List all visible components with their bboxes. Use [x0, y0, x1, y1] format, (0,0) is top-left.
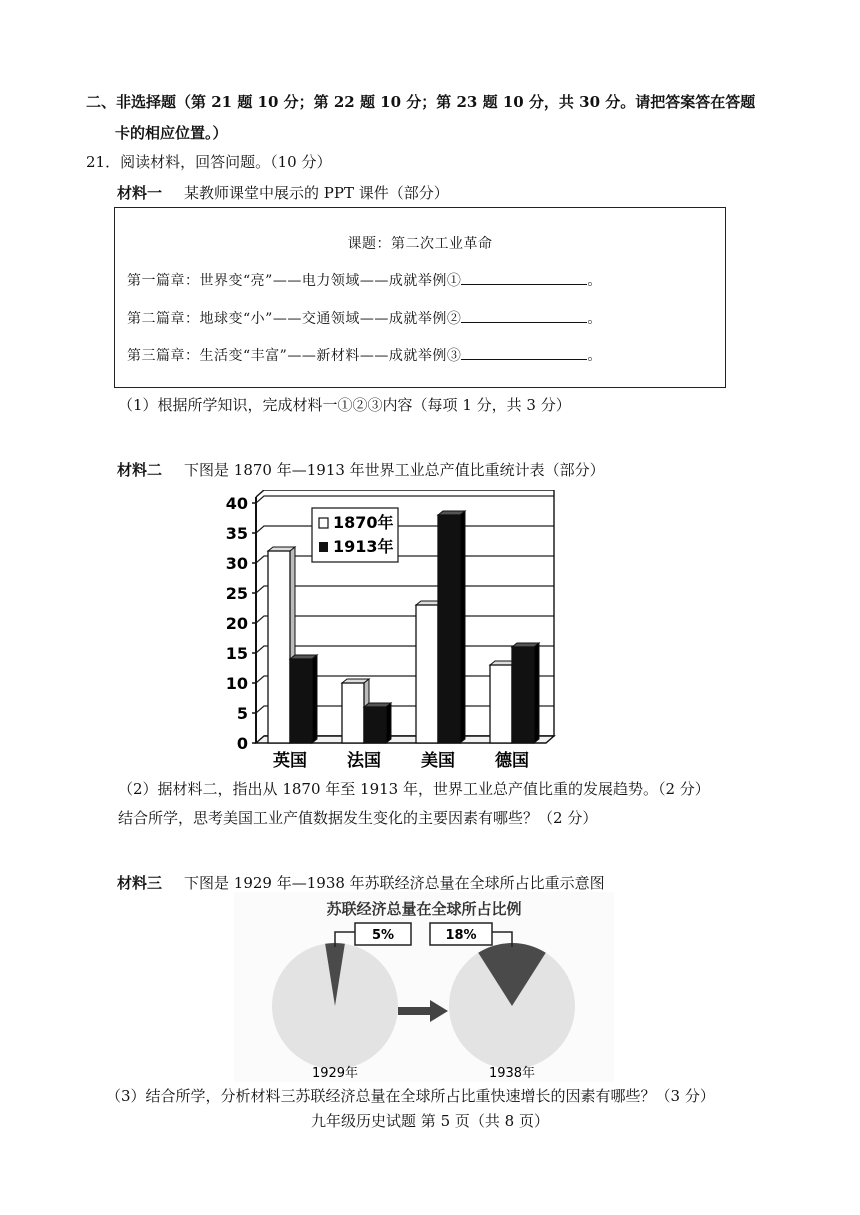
- material1-caption: 某教师课堂中展示的 PPT 课件（部分）: [184, 184, 449, 202]
- chart-category-labels: [273, 750, 529, 771]
- question-3: （3）结合所学，分析材料三苏联经济总量在全球所占比重快速增长的因素有哪些？（3 分）: [106, 1087, 715, 1105]
- y-tick-label: 30: [225, 554, 248, 573]
- ppt-title: 课题：第二次工业革命: [347, 236, 493, 252]
- section-heading-cont: 卡的相应位置。）: [115, 124, 228, 142]
- pie-1929-value-label: 5%: [371, 928, 395, 943]
- legend-swatch-1870: [319, 518, 328, 528]
- question-21: 21．阅读材料，回答问题。（10 分）: [86, 153, 332, 171]
- y-tick-label: 15: [225, 644, 248, 663]
- ppt-row-2: [127, 308, 602, 328]
- arrow-shaft: [398, 1007, 430, 1015]
- chart-bars: [268, 511, 539, 743]
- soviet-economy-pie-diagram: [234, 892, 614, 1082]
- ppt-row-2-end: 。: [587, 311, 602, 327]
- industrial-output-bar-chart: [218, 490, 563, 773]
- section-heading: 二、非选择题（第 21 题 10 分；第 22 题 10 分；第 23 题 10 分，共 30 分。请把答案答在答题: [86, 93, 756, 111]
- y-tick-label: 40: [225, 494, 248, 513]
- question-2b: 结合所学，思考美国工业产值数据发生变化的主要因素有哪些？（2 分）: [118, 809, 598, 827]
- ppt-slide-box: [114, 207, 726, 388]
- legend-swatch-1913: [319, 542, 328, 552]
- bar-德国-1913年: [512, 647, 534, 743]
- bar-英国-1870年: [268, 551, 290, 743]
- bar-德国-1870年: [490, 665, 512, 743]
- pie-1929-year-label: 1929年: [311, 1066, 359, 1081]
- legend-label-1870: 1870年: [333, 513, 394, 532]
- grid-line: [256, 586, 554, 593]
- ppt-row-2-text: 第二篇章：地球变“小”——交通领域——成就举例②: [127, 311, 462, 327]
- material2-header: [117, 460, 605, 480]
- category-label: 英国: [273, 751, 307, 771]
- page-footer: 九年级历史试题 第 5 页（共 8 页）: [311, 1112, 549, 1130]
- grid-line: [256, 616, 554, 623]
- y-tick-label: 20: [225, 614, 248, 633]
- answer-blank-3[interactable]: [461, 345, 587, 360]
- category-label: 德国: [495, 751, 529, 771]
- bar-美国-1913年: [438, 515, 460, 743]
- bar-法国-1913年: [364, 707, 386, 743]
- answer-blank-1[interactable]: [461, 270, 587, 285]
- bar-美国-1870年: [416, 605, 438, 743]
- material2-label: 材料二: [117, 461, 163, 479]
- legend-label-1913: 1913年: [333, 537, 394, 556]
- bar-side: [312, 655, 317, 743]
- question-2a: （2）据材料二，指出从 1870 年至 1913 年，世界工业总产值比重的发展趋势。（2 分）: [118, 780, 710, 798]
- grid-line: [256, 556, 554, 563]
- ppt-row-1-text: 第一篇章：世界变“亮”——电力领域——成就举例①: [127, 273, 462, 289]
- ppt-row-3: [127, 345, 602, 365]
- pie-1938-year-label: 1938年: [488, 1066, 536, 1081]
- grid-line: [256, 646, 554, 653]
- ppt-row-1-end: 。: [587, 273, 602, 289]
- ppt-row-3-text: 第三篇章：生活变“丰富”——新材料——成就举例③: [127, 348, 462, 364]
- pie-diagram-title: 苏联经济总量在全球所占比例: [326, 900, 522, 918]
- grid-line: [256, 526, 554, 533]
- bar-side: [534, 643, 539, 743]
- category-label: 法国: [347, 751, 381, 771]
- material3-header: [117, 873, 605, 893]
- material1-label: 材料一: [117, 184, 163, 202]
- material1-header: [117, 183, 449, 203]
- chart-legend: [312, 508, 398, 562]
- category-label: 美国: [421, 751, 455, 771]
- y-tick-label: 0: [236, 734, 248, 753]
- bar-side: [386, 703, 391, 743]
- y-tick-label: 25: [225, 584, 248, 603]
- answer-blank-2[interactable]: [461, 308, 587, 323]
- ppt-row-1: [127, 270, 602, 290]
- bar-英国-1913年: [290, 659, 312, 743]
- y-tick-label: 5: [236, 704, 248, 723]
- bar-side: [460, 511, 465, 743]
- question-1: （1）根据所学知识，完成材料一①②③内容（每项 1 分，共 3 分）: [118, 396, 571, 414]
- ppt-row-3-end: 。: [587, 348, 602, 364]
- material2-caption: 下图是 1870 年—1913 年世界工业总产值比重统计表（部分）: [184, 461, 605, 479]
- pie-1938-value-label: 18%: [445, 928, 477, 943]
- chart-y-tick-labels: [226, 494, 248, 753]
- bar-法国-1870年: [342, 683, 364, 743]
- y-tick-label: 10: [225, 674, 248, 693]
- material3-label: 材料三: [117, 874, 163, 892]
- y-tick-label: 35: [225, 524, 248, 543]
- material3-caption: 下图是 1929 年—1938 年苏联经济总量在全球所占比重示意图: [184, 874, 605, 892]
- grid-line: [256, 496, 554, 503]
